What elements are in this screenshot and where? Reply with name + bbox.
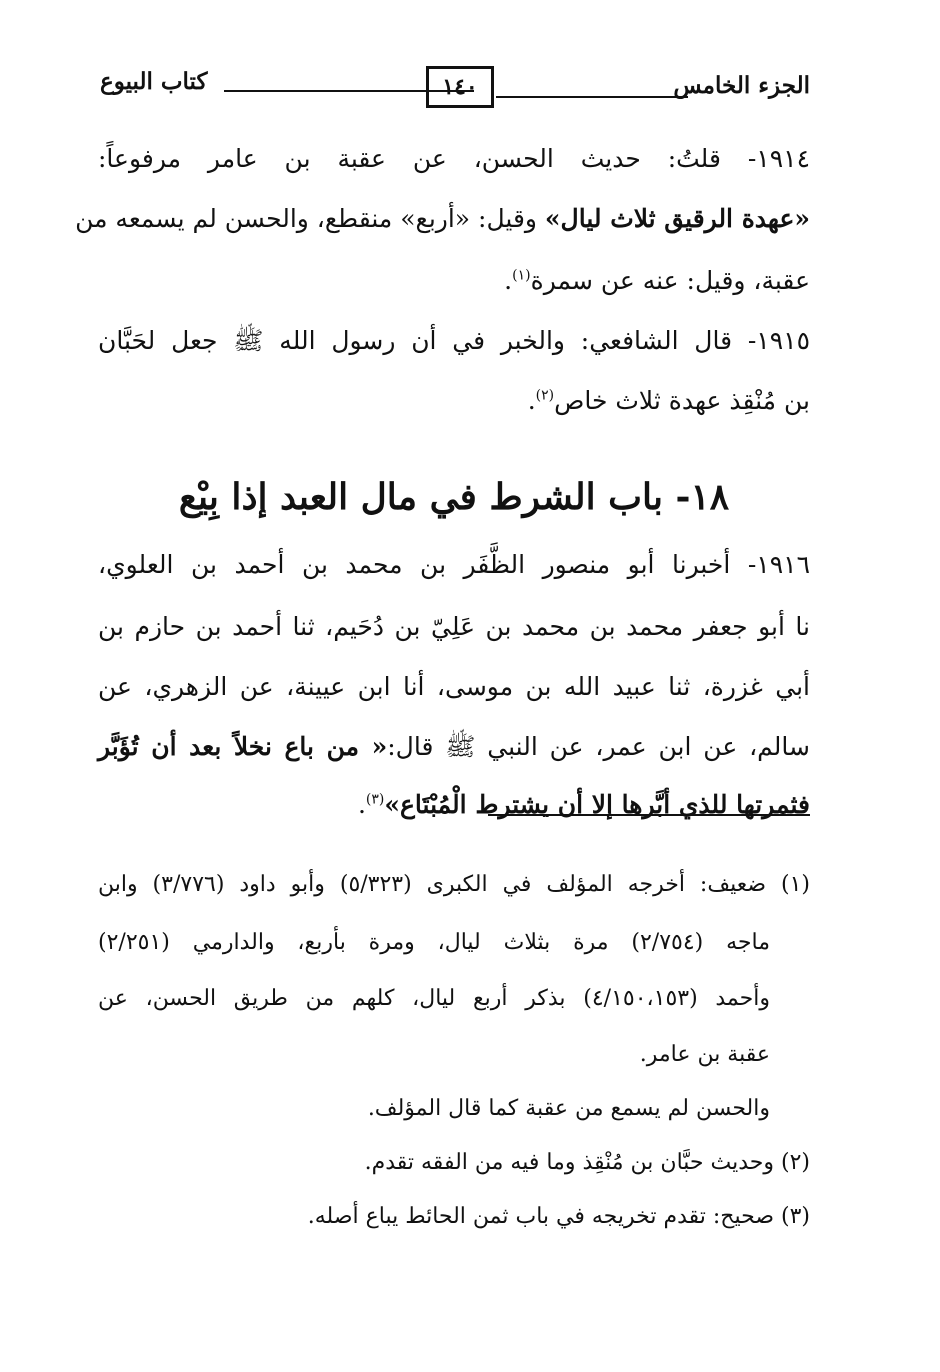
text-line <box>75 202 810 236</box>
header-rule-right <box>496 96 688 98</box>
text-span: وقيل: «أربع» منقطع، والحسن لم يسمعه من <box>75 204 545 233</box>
footnote-ref: (٢) <box>535 387 555 404</box>
footnote-line: وأحمد (٤/١٥٠،١٥٣) بذكر أربع ليال، كلهم من طريق الحسن، عن <box>98 986 770 1011</box>
book-title: كتاب البيوع <box>100 68 208 95</box>
section-title: ١٨- باب الشرط في مال العبد إذا بِيْع <box>178 476 730 518</box>
text-span: . <box>504 266 513 295</box>
text-line: ١٩١٦- أخبرنا أبو منصور الظَّفَر بن محمد بن أحمد بن العلوي، <box>98 550 810 579</box>
volume-title: الجزء الخامس <box>673 72 810 99</box>
hadith-text: «عهدة الرقيق ثلاث ليال» <box>544 204 810 233</box>
text-line <box>98 384 810 418</box>
hadith-text: « من باع نخلاً بعد أن تُؤَبَّر <box>98 732 388 761</box>
text-span: بن مُنْقِذ عهدة ثلاث خاص <box>554 386 810 415</box>
text-span: . <box>357 790 366 819</box>
text-line: ١٩١٥- قال الشافعي: والخبر في أن رسول الله ﷺ جعل لحَبَّان <box>98 326 810 355</box>
hadith-text: فثمرتها للذي أبَّرها إلا أن يشترط الْمُبْتَاع» <box>384 790 810 819</box>
footnote-line: ماجه (٢/٧٥٤) مرة بثلاث ليال، ومرة بأربع، والدارمي (٢/٢٥١) <box>98 930 770 955</box>
page-header <box>100 60 810 110</box>
page-number: ١٤٠ <box>426 66 494 108</box>
footnote-line: (٢) وحديث حبَّان بن مُنْقِذ وما فيه من الفقه تقدم. <box>364 1150 810 1175</box>
header-rule-left <box>224 90 474 92</box>
footnote-line: عقبة بن عامر. <box>639 1042 770 1067</box>
footnote-ref: (١) <box>512 267 531 284</box>
footnote-line: والحسن لم يسمع من عقبة كما قال المؤلف. <box>367 1096 770 1121</box>
text-line <box>98 788 810 822</box>
text-line: أبي غزرة، ثنا عبيد الله بن موسى، أنا ابن عيينة، عن الزهري، عن <box>98 672 810 701</box>
footnote-line: (١) ضعيف: أخرجه المؤلف في الكبرى (٥/٣٢٣) وأبو داود (٣/٧٧٦) وابن <box>98 872 811 897</box>
text-span: سالم، عن ابن عمر، عن النبي ﷺ قال: <box>387 732 810 761</box>
text-line <box>98 264 810 298</box>
text-line: نا أبو جعفر محمد بن محمد بن عَلِيّ بن دُحَيم، ثنا أحمد بن حازم بن <box>98 612 810 641</box>
text-line: ١٩١٤- قلتُ: حديث الحسن، عن عقبة بن عامر مرفوعاً: <box>98 144 810 173</box>
text-span: . <box>527 386 536 415</box>
text-line <box>98 730 810 764</box>
footnote-line: (٣) صحيح: تقدم تخريجه في باب ثمن الحائط يباع أصله. <box>307 1204 810 1229</box>
footnote-ref: (٣) <box>365 791 385 808</box>
footnote-separator <box>488 814 810 816</box>
text-span: عقبة، وقيل: عنه عن سمرة <box>530 266 810 295</box>
